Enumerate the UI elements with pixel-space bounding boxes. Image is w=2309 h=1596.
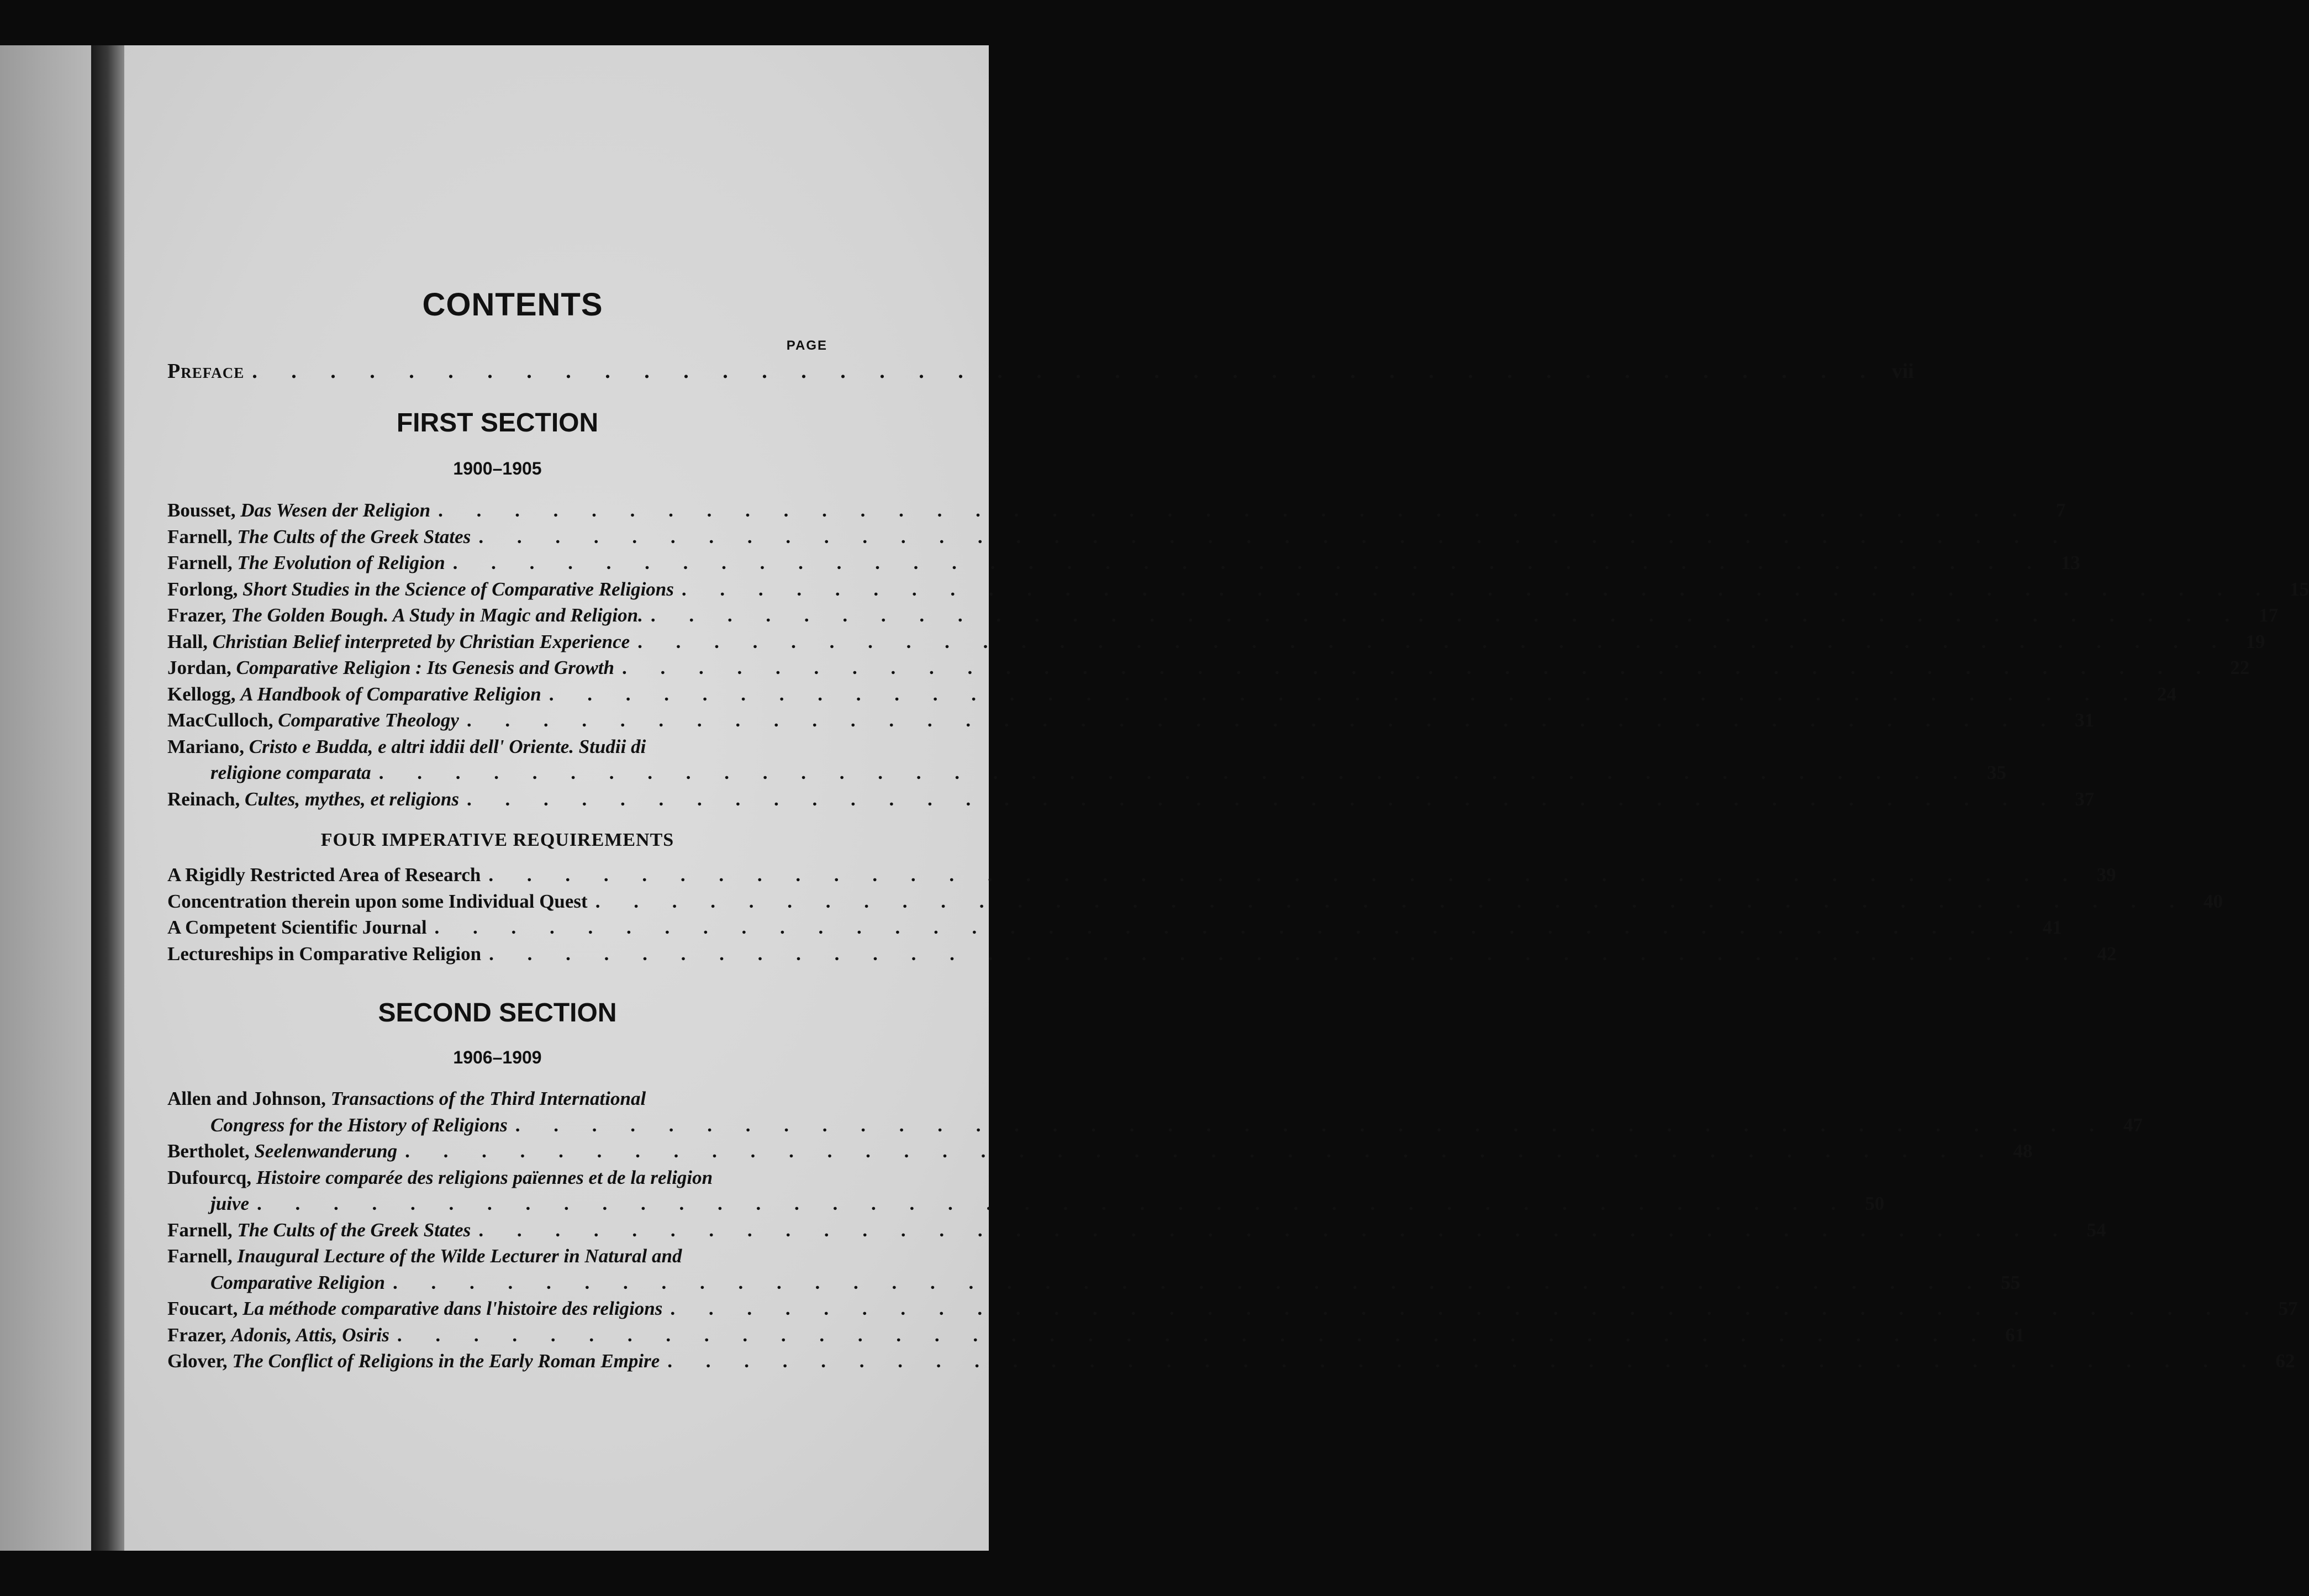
facing-page-edge (0, 45, 91, 1551)
list-item: Hall, Christian Belief interpreted by Christian Experience . . . 19 (167, 629, 827, 655)
requirements-entries (167, 862, 2223, 967)
second-section-heading: SECOND SECTION (378, 998, 617, 1028)
list-item: Lectureships in Comparative Religion . . . 42 (167, 941, 827, 967)
list-item: Frazer, The Golden Bough. A Study in Magic and Religion. . . . 17 (167, 602, 827, 629)
list-item: Allen and Johnson, Transactions of the Third International Congress for the History of Religions . . . 47 (167, 1086, 827, 1138)
preface-entry (167, 359, 1914, 383)
list-item: Bertholet, Seelenwanderung . . . 48 (167, 1138, 827, 1165)
list-item: Frazer, Adonis, Attis, Osiris . . . 61 (167, 1322, 827, 1349)
list-item: Mariano, Cristo e Budda, e altri iddii dell' Oriente. Studii di religione comparata . . . 35 (167, 734, 827, 786)
list-item: Reinach, Cultes, mythes, et religions . . . 37 (167, 786, 827, 813)
list-item: Dufourcq, Histoire comparée des religions païennes et de la religion juive . . . 50 (167, 1165, 827, 1217)
list-item: Forlong, Short Studies in the Science of Comparative Religions . . . 15 (167, 576, 827, 603)
first-section-heading: FIRST SECTION (396, 408, 599, 438)
preface-page: vii (1891, 360, 1914, 383)
list-item: Farnell, Inaugural Lecture of the Wilde Lecturer in Natural and Comparative Religion . . . 55 (167, 1243, 827, 1295)
preface-label: Preface (167, 360, 245, 383)
list-item: A Competent Scientific Journal . . . 41 (167, 914, 827, 941)
requirements-heading: FOUR IMPERATIVE REQUIREMENTS (320, 830, 674, 850)
second-section-years: 1906–1909 (453, 1047, 542, 1067)
list-item: Bousset, Das Wesen der Religion . . . 7 (167, 497, 827, 524)
list-item: Farnell, The Cults of the Greek States . . . 54 (167, 1217, 827, 1244)
dot-leader (244, 359, 1880, 383)
page-title: CONTENTS (422, 287, 603, 323)
second-section-entries (167, 1086, 2298, 1374)
list-item: Kellogg, A Handbook of Comparative Religion . . . 24 (167, 681, 827, 708)
book-gutter (91, 45, 124, 1551)
list-item: Farnell, The Cults of the Greek States . . . (167, 524, 827, 550)
list-item: A Rigidly Restricted Area of Research . . . 39 (167, 862, 827, 888)
list-item: Jordan, Comparative Religion : Its Genesis and Growth . . . 22 (167, 655, 827, 681)
list-item: Concentration therein upon some Individual Quest . . . 40 (167, 888, 827, 915)
list-item: Foucart, La méthode comparative dans l'histoire des religions . . . 57 (167, 1295, 827, 1322)
page-column-label: PAGE (786, 338, 827, 353)
list-item: MacCulloch, Comparative Theology . . . 31 (167, 707, 827, 734)
first-section-years: 1900–1905 (453, 459, 542, 478)
list-item: Glover, The Conflict of Religions in the Early Roman Empire . . . 62 (167, 1348, 827, 1374)
first-section-entries (167, 497, 2309, 812)
list-item: Farnell, The Evolution of Religion . . . 13 (167, 550, 827, 576)
